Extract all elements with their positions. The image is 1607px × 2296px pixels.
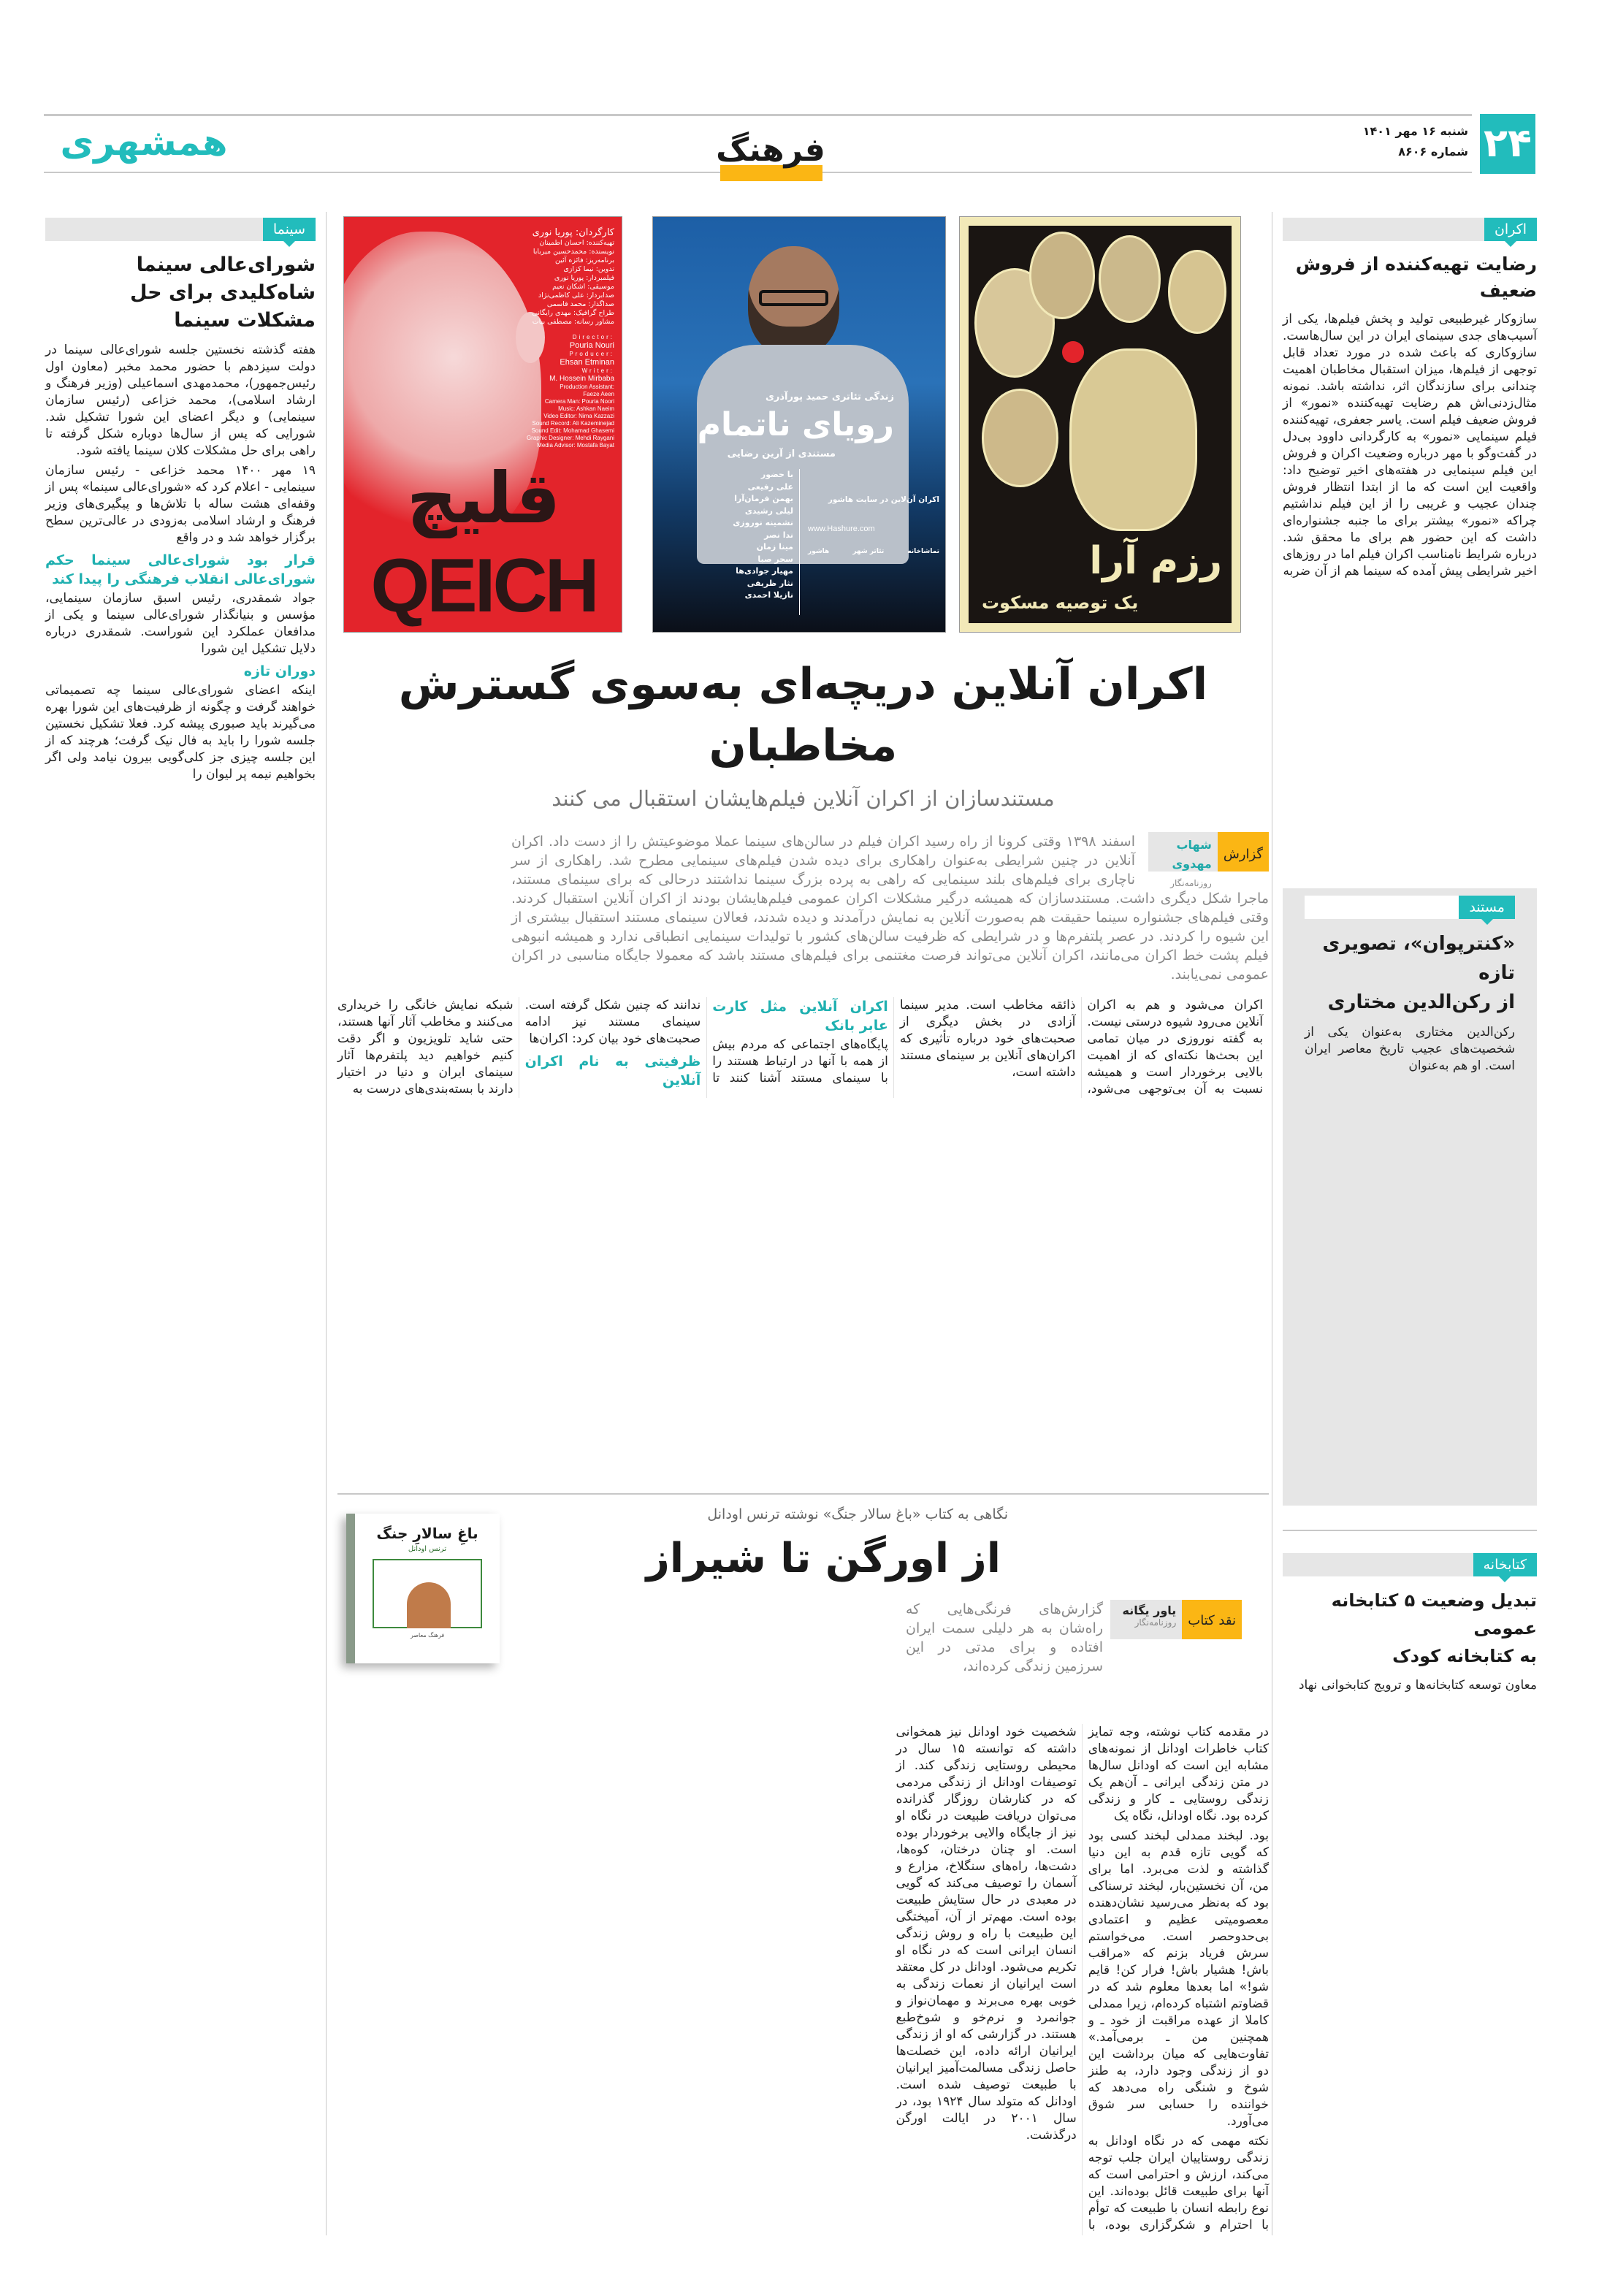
- poster-title-fa: قلیچ: [406, 458, 561, 538]
- section-divider: [337, 1493, 1269, 1495]
- paragraph: اینکه اعضای شورای‌عالی سینما چه تصمیماتی خواهند گرفت و چگونه از ظرفیت‌های این شورا بهره می‌گیرند باید صبوری پیشه کرد. فعلا تشکیل نخستین جلسه شورا را باید به فال نیک گرفت؛ هرچند که از این جلسه چیزی جز کلی‌گویی بیرون نیامد ولی اگر بخواهیم نیمه پر لیوان را: [45, 683, 316, 782]
- cast-member: نشمینه نوروزی: [733, 518, 793, 527]
- subheading: دوران تازه: [243, 663, 316, 679]
- byline-author: [1110, 1600, 1182, 1639]
- poster-credits-en: [486, 334, 614, 449]
- poster-credits-fa: [486, 227, 614, 327]
- author-name: شهاب مهدوی: [1172, 838, 1212, 871]
- poster-subtitle: یک توصیه مسکوت: [982, 592, 1139, 613]
- cast-member: بهمن فرمان‌آرا: [734, 494, 793, 503]
- logo: هاشور: [808, 548, 830, 555]
- book-publisher: فرهنگ معاصر: [410, 1632, 445, 1639]
- paragraph: شبکه نمایش خانگی را خریداری می‌کنند و مخاطب آثار آنها هستند، حتی شاید تلویزیون و اگر دقت کنیم خواهیم دید پلتفرم‌ها آثار سینمای ایران و دنیا در اختیار دارند با بسته‌بندی‌های درست به: [337, 998, 514, 1096]
- credit: تدوین: نیما کزازی: [563, 265, 614, 273]
- credit: Writer:: [581, 367, 614, 374]
- credit: Producer:: [569, 351, 614, 357]
- credit: Faeze Aeen: [583, 391, 614, 397]
- author-role: روزنامه‌نگار: [1134, 1617, 1177, 1628]
- right-article-body: [1283, 311, 1537, 583]
- cast-member: مهیار جوادی‌ها: [736, 566, 793, 576]
- credit: Production Assistant:: [560, 384, 614, 390]
- credit: برنامه‌ریز: فائزه آئین: [554, 256, 614, 264]
- section-title: فرهنگ: [716, 131, 825, 169]
- book-cover-image: [346, 1514, 500, 1663]
- blood-splash: [1062, 341, 1084, 363]
- credit: Director:: [572, 334, 614, 340]
- glasses-shape: [759, 290, 828, 306]
- credit: Graphic Designer: Mehdi Raygani: [526, 435, 614, 441]
- headline-line: از رکن‌الدین مختاری: [1327, 991, 1515, 1013]
- paragraph: رکن‌الدین مختاری به‌عنوان یکی از شخصیت‌های عجیب تاریخ معاصر ایران است. او هم به‌عنوان: [1305, 1025, 1515, 1073]
- face-illustration: [1099, 235, 1161, 323]
- paragraph: ۱۹ مهر ۱۴۰۰ محمد خزاعی - رئیس سازمان سینمایی - اعلام کرد که «شورای‌عالی سینما» پس از وقفه‌ای هشت ساله با تلاش‌ها و پیگیری‌های وزیر فرهنگ و ارشاد اسلامی به‌زودی در عالی‌ترین سطح برگزار خواهد شد و در واقع: [45, 463, 316, 545]
- left-article: [45, 218, 316, 2234]
- credit: طراح گرافیک: مهدی رایگانی: [532, 309, 614, 317]
- headline-line: شاه‌کلیدی برای حل مشکلات سینما: [129, 281, 316, 332]
- poster-unfinished-dream: [652, 216, 946, 633]
- credit: M. Hossein Mirbaba: [549, 375, 614, 383]
- cast-member: مینا زمان: [756, 542, 793, 552]
- library-headline: [1283, 1587, 1537, 1670]
- poster-kicker: زندگی تئاتری حمید پورآذری: [765, 392, 894, 403]
- section-tag-screening: اکران: [1484, 218, 1537, 241]
- paragraph: بود. لبخند ممدلی لبخند کسی بود که گویی تازه قدم به این دنیا گذاشته و لذت می‌برد. اما برای من، آن نخستین‌بار، لبخند ترسناکی بود که به‌نظر می‌رسید نشان‌دهنده معصومیتی عظیم و اعتمادی بی‌حدوحصر است. می‌خواستم سرش فریاد بزنم که «مراقب باش! هشیار باش! فرار کن! قایم شو!» اما بعدها معلوم شد که در قضاوتم اشتباه کرده‌ام، زیرا ممدلی کاملا از عهده مراقبت از خود ـ و همچنین من ـ برمی‌آمد.» تفاوت‌هایی که میان برداشت این دو از زندگی وجود دارد، به طنز شوخ و شنگی راه می‌دهد که خواننده را حسابی سر شوق می‌آورد.: [1088, 1828, 1269, 2129]
- credit: Video Editor: Nima Kazzazi: [543, 413, 614, 419]
- credit: فیلمبردار: پوریا نوری: [554, 274, 614, 282]
- poster-subtitle: مستندی از آرین رضایی: [727, 449, 836, 459]
- garden-illustration: [373, 1559, 482, 1628]
- poster-title: رویای ناتمام: [697, 406, 894, 443]
- byline-author: [1148, 832, 1218, 888]
- section-divider: [1283, 1530, 1537, 1531]
- credit: صدابردار: علی کاظمی‌نژاد: [538, 291, 614, 300]
- section-tag-cinema: سینما: [263, 218, 316, 241]
- section-tag-bar: [45, 218, 316, 241]
- section-tag-bar: [1283, 1553, 1537, 1576]
- cast-label: با حضور: [760, 470, 793, 479]
- poster-title: رزم آرا: [1089, 539, 1222, 583]
- headline-line: «کنترپوان»، تصویری تازه: [1322, 933, 1515, 984]
- credit: Music: Ashkan Naeim: [558, 405, 614, 412]
- credit: تهیه‌کننده: احسان اطمینان: [539, 239, 614, 247]
- paragraph: در مقدمه کتاب نوشته، وجه تمایز کتاب خاطرات اودانل از نمونه‌های مشابه این است که اودانل سال‌ها در متن زندگی ایرانی ـ آن‌هم یک زندگی روستایی ـ کار و زندگی کرده بود. نگاه اودانل، نگاه یک: [1088, 1725, 1269, 1823]
- right-article-headline: رضایت تهیه‌کننده از فروش ضعیف: [1295, 253, 1537, 301]
- book-review-byline: [1110, 1600, 1242, 1639]
- main-article: [337, 654, 1269, 1487]
- cast-member: علی رفیعی: [747, 481, 793, 492]
- credit: کارگردان: پوریا نوری: [532, 227, 614, 238]
- credit: Pouria Nouri: [569, 341, 614, 350]
- section-tag-bar: [1305, 896, 1515, 919]
- logo: تئاتر شهر: [852, 548, 885, 555]
- logo: تماشاخانه: [907, 548, 939, 555]
- subheading: اکران آنلاین مثل کارت عابر بانک: [712, 999, 888, 1034]
- paragraph: سازوکار غیرطبیعی تولید و پخش فیلم‌ها، یکی از آسیب‌های جدی سینمای ایران در این سال‌هاست. سازوکاری که باعث شده در مورد تعداد قابل توجهی از فیلم‌ها، میزان استقبال مخاطبان اهمیت چندانی برای سازندگان اثر، نداشته باشد. نمونه مثال‌زدنی‌اش هم رضایت تهیه‌کننده «نمور» از فروش ضعیف فیلم است. یاسر جعفری، تهیه‌کننده فیلم سینمایی «نمور» به کارگردانی داوود بی‌دل در گفت‌وگو با مهر درباره وضعیت اکران و فروش این فیلم سینمایی در هفته‌های اخیر توضیح داد: واقعیت این است که ما از ابتدا انتظار فروش چندان عجیب و غریبی را از این فیلم نداشتیم چراکه «نمور» بیشتر برای ما جنبه جشنواره‌ای داشت که این حضور هم برای ما محقق شد. درباره شرایط نامناسب اکران فیلم اما در روزهای اخیر شرایطی پیش آمده که سینما هم از آن ضربه: [1283, 312, 1537, 579]
- poster-release-note: اکران آن‌لاین در سایت هاشور: [828, 495, 939, 504]
- paragraph: جواد شمقدری، رئیس اسبق سازمان سینمایی، مؤسس و بنیانگذار شورای‌عالی سینما و یکی از مدافعان عملکرد این شوراست. شمقدری درباره دلایل تشکیل این شورا: [45, 591, 316, 656]
- byline-label: نقد کتاب: [1182, 1600, 1242, 1639]
- column-divider: [326, 212, 327, 2235]
- page-number: ۲۴: [1480, 114, 1535, 174]
- book-review-kicker: نگاهی به کتاب «باغ سالار جنگ» نوشته ترنس اودانل: [707, 1506, 1008, 1522]
- section-tag-library: کتابخانه: [1473, 1553, 1537, 1576]
- credit: مشاور رسانه: مصطفی بیات: [532, 318, 614, 326]
- newspaper-logo: همشهری: [60, 121, 228, 164]
- header-top-rule: [44, 114, 1472, 116]
- right-article: [1283, 218, 1537, 879]
- credit: Sound Edit: Mohamad Ghasemi: [531, 427, 614, 434]
- cast-member: نثار ظریفی: [747, 578, 793, 588]
- cast-member: لیلی رشیدی: [744, 506, 793, 516]
- author-role: روزنامه‌نگار: [1170, 878, 1212, 888]
- face-illustration: [1029, 232, 1095, 319]
- credit: Media Advisor: Mostafa Bayat: [537, 442, 614, 449]
- issue-number: شماره ۸۶۰۶: [1398, 145, 1468, 159]
- credit: موسیقی: اشکان نعیم: [552, 283, 614, 291]
- cast-member: ندا نصر: [764, 530, 793, 540]
- book-title: باغِ سالارِ جنگ: [376, 1525, 478, 1542]
- face-illustration: [982, 389, 1058, 487]
- headline-line: به کتابخانه کودک: [1392, 1646, 1537, 1666]
- documentary-headline: [1305, 929, 1515, 1017]
- book-review-body: [511, 1724, 1269, 2235]
- poster-cast-list: [704, 469, 793, 602]
- paragraph: هفته گذشته نخستین جلسه شورای‌عالی سینما در دولت سیزدهم با حضور محمد مخبر (معاون اول رئیس‌جمهور)، محمدمهدی اسماعیلی (وزیر فرهنگ و ارشاد اسلامی)، محمد خزاعی (رئیس سازمان سینمایی) و دیگر اعضای این شورا تشکیل شد. شورایی که پس از سال‌ها دوباره شکل گرفته تا راهی برای حل مشکلات کلان سینما یافته شود.: [45, 343, 316, 458]
- headline-line: تبدیل وضعیت ۵ کتابخانه عمومی: [1331, 1590, 1537, 1639]
- paragraph: نکته مهمی که در نگاه اودانل به زندگی روستاییان ایران جلب توجه می‌کند، ارزش و احترامی است که آنها برای طبیعت قائل بوده‌اند. این نوع رابطه انسان با طبیعت که توأم با احترام و شکرگزاری بوده، با شخصیت خود اودانل نیز همخوانی داشته که توانسته ۱۵ سال در محیطی روستایی زندگی کند. از توصیفات اودانل از زندگی مردمی که در کنارشان روزگار گذرانده می‌توان دریافت طبیعت در نگاه او نیز از جایگاه والایی برخوردار بوده است. او چنان درختان، کوه‌ها، دشت‌ها، راه‌های سنگلاخ، مزارع و آسمان را توصیف می‌کند که گویی در معبدی در حال ستایش طبیعت بوده است. مهم‌تر از آن، آمیختگی این طبیعت با راه و روش زندگی انسان ایرانی است که در نگاه او تکریم می‌شود. اودانل در کل معتقد است ایرانیان از نعمات زندگی به خوبی بهره می‌برند و مهمان‌نواز و جوانمرد و نرم‌خو و شوخ‌طبع هستند. در گزارشی که او از زندگی ایرانیان ارائه داده، این خصلت‌ها حاصل زندگی مسالمت‌آمیز ایرانیان با طبیعت توصیف شده است. اودانل که متولد سال ۱۹۲۴ بود، در سال ۲۰۰۱ در ایالت اورگن درگذشت.: [896, 1725, 1269, 2232]
- credit: Camera Man: Pouria Noori: [544, 398, 614, 405]
- cast-member: نازیلا احمدی: [744, 590, 793, 600]
- face-illustration: [1168, 250, 1226, 334]
- cast-member: سحر صبا: [757, 554, 793, 564]
- left-article-headline: [45, 251, 316, 335]
- subheading: قرار بود شورای‌عالی سینما حکم شورای‌عالی انقلاب فرهنگی را پیدا کند: [45, 552, 316, 587]
- documentary-box: [1283, 888, 1537, 1506]
- poster-qeich: [343, 216, 622, 633]
- left-article-body: [45, 342, 316, 786]
- book-review-lead: گزارش‌های فرنگی‌هایی که راه‌شان به هر دلیلی سمت ایران افتاده و برای مدتی در این سرزمین زندگی کرده‌اند،: [906, 1601, 1103, 1674]
- main-headline: اکران آنلاین دریچه‌ای به‌سوی گسترش مخاطبان: [398, 659, 1208, 771]
- author-name: یاور یگانه: [1122, 1603, 1177, 1617]
- credit: نویسنده: محمدحسین میربابا: [533, 248, 614, 256]
- main-byline: [1148, 832, 1269, 888]
- paragraph: معاون توسعه کتابخانه‌ها و ترویج کتابخوانی نهاد: [1298, 1678, 1537, 1693]
- book-review-headline: از اورگن تا شیراز: [646, 1535, 1001, 1582]
- lead-text: اسفند ۱۳۹۸ وقتی کرونا از راه رسید اکران فیلم در سالن‌های سینما عملا موضوعیتش را از دست داد. اکران آنلاین در چنین شرایطی به‌عنوان راهکاری برای دیده شدن فیلم‌های سینمایی مطرح شد. راهکاری از سر ناچاری برای فیلم‌های بلند سینمایی که راهی به پرده بزرگ سینما نداشتند درحالی که برای سینمای مستند، ماجرا شکل دیگری داشت. مستندسازان که همیشه درگیر مشکلات اکران عمومی فیلم‌هایشان بودند از اکران آنلاین استقبال کردند. وقتی فیلم‌های جشنواره سینما حقیقت هم به‌صورت آنلاین به نمایش درآمدند و دیده شدند، فعالان سینمای مستند استقبال بیشتری از این شیوه را کردند. در عصر پلتفرم‌ها و در شرایطی که ظرفیت سالن‌های کشور با تولیدات سینمایی انطباقی ندارد و همیشه انبوهی فیلم پشت خط اکران می‌مانند، اکران آنلاین می‌تواند فرصت مغتنمی برای فیلم‌های مستند باشد که معمولا جایگاه مناسبی در اکران عمومی نمی‌یابند.: [511, 834, 1269, 983]
- credit: Ehsan Etminan: [560, 358, 614, 367]
- book-author: ترنس اودانل: [408, 1545, 447, 1553]
- main-subtitle: مستندسازان از اکران آنلاین فیلم‌هایشان استقبال می کنند: [551, 786, 1055, 811]
- library-body: [1283, 1677, 1537, 1697]
- main-lead: [511, 832, 1269, 984]
- byline-label: گزارش: [1218, 832, 1269, 872]
- poster-divider: [799, 469, 800, 615]
- poster-razmara: [959, 216, 1241, 633]
- credit: صداگذار: محمد قاسمی: [546, 300, 614, 308]
- credit: Sound Record: Ali Kazeminejad: [532, 420, 614, 427]
- documentary-body: [1305, 1024, 1515, 1075]
- subheading: ظرفیتی به نام اکران آنلاین: [524, 1053, 701, 1088]
- face-illustration: [1069, 348, 1197, 531]
- main-article-body: [337, 997, 1263, 1098]
- section-tag-bar: [1283, 218, 1537, 241]
- paragraph: اکران می‌شود و هم به اکران آنلاین می‌رود شیوه درستی نیست. به گفته نوروزی در میان تمامی این بحث‌ها نکته‌ای که از اهمیت بالایی برخوردار است و همیشه نسبت به آن بی‌توجهی می‌شود، ذائقه مخاطب است. مدیر سینما آزادی در بخش دیگری از صحبت‌های خود درباره تأثیری که اکران‌های آنلاین بر سینمای مستند داشته است،: [899, 998, 1263, 1096]
- headline-line: شورای‌عالی سینما: [136, 253, 316, 276]
- issue-date: شنبه ۱۶ مهر ۱۴۰۱: [1362, 124, 1468, 138]
- poster-title-en: QEICH: [370, 544, 597, 628]
- poster-url: www.Hashure.com: [808, 525, 875, 533]
- poster-logos: [808, 547, 939, 556]
- section-tag-documentary: مستند: [1459, 896, 1515, 919]
- paragraph: پایگاه‌های اجتماعی که مردم بیش از همه با آنها در ارتباط هستند را با سینمای مستند آشنا کنند تا ندانند که چنین شکل گرفته است. سینمای مستند نیز ادامه صحبت‌های خود بیان کرد: اکران‌ها: [524, 998, 888, 1086]
- library-article: [1283, 1553, 1537, 2232]
